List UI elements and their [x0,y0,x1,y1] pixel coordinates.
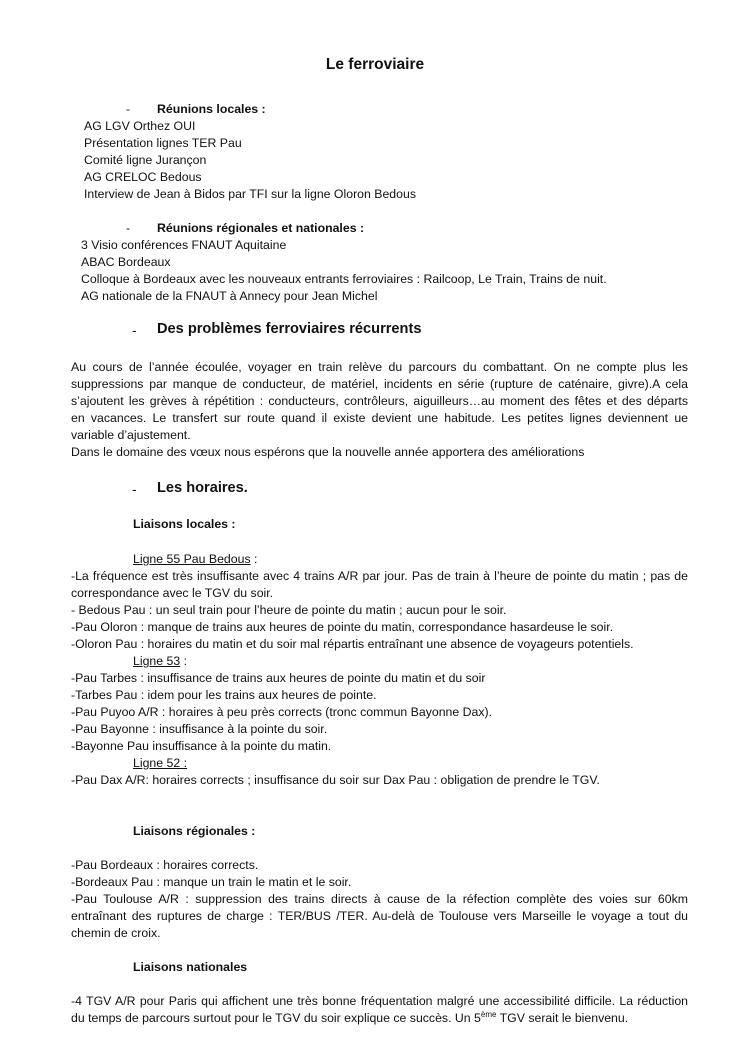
list-item: AG CRELOC Bedous [84,170,202,184]
paragraph-line: en vacances. Le transfert sur route quand il existe devient une habitude. Les petites lignes deviennent ue [71,411,688,425]
paragraph-line: Dans le domaine des vœux nous espérons que la nouvelle année apportera des améliorations [71,445,585,459]
text-line: -Pau Oloron : manque de trains aux heures de pointe du matin, correspondance hasardeuse le soir. [71,620,614,634]
bullet-dash: - [126,102,131,116]
text-segment: TGV serait le bienvenu. [496,1011,629,1025]
list-item: 3 Visio conférences FNAUT Aquitaine [81,238,287,252]
subheading-liaisons-nationales: Liaisons nationales [133,960,248,974]
text-line: -Pau Puyoo A/R : horaires à peu près corrects (tronc commun Bayonne Dax). [71,705,493,719]
ligne-53-title: Ligne 53 [133,654,181,668]
ligne-53-colon: : [180,654,188,668]
text-line: -La fréquence est très insuffisante avec 4 trains A/R par jour. Pas de train à l’heure de pointe du matin ; pas de [71,569,688,583]
text-line: -Pau Tarbes : insuffisance de trains aux heures de pointe du matin et du soir [71,671,486,685]
text-line: -Tarbes Pau : idem pour les trains aux heures de pointe. [71,688,377,702]
text-line: -Oloron Pau : horaires du matin et du soir mal répartis entraînant une absence de voyageurs potentiels. [71,637,634,651]
list-item: ABAC Bordeaux [81,255,171,269]
text-line: -4 TGV A/R pour Paris qui affichent une très bonne fréquentation malgré une accessibilité difficile. La réduction [71,994,688,1008]
list-item: Comité ligne Jurançon [84,153,207,167]
section-heading-problemes: Des problèmes ferroviaires récurrents [157,321,422,337]
section-heading-reunions-locales: Réunions locales : [157,102,266,116]
list-item: AG nationale de la FNAUT à Annecy pour Jean Michel [81,289,378,303]
text-line-tgv [71,1010,628,1027]
list-item: AG LGV Orthez OUI [84,119,196,133]
ligne-55-heading [133,551,257,568]
text-line: -Pau Bordeaux : horaires corrects. [71,858,259,872]
text-line: correspondance avec le TGV du soir. [71,586,274,600]
section-heading-horaires: Les horaires. [157,480,248,496]
text-line: - Bedous Pau : un seul train pour l’heure de pointe du matin ; aucun pour le soir. [71,603,507,617]
text-line: -Pau Bayonne : insuffisance à la pointe du soir. [71,722,328,736]
ligne-55-title: Ligne 55 Pau Bedous [133,552,251,566]
list-item: Interview de Jean à Bidos par TFI sur la ligne Oloron Bedous [84,187,416,201]
list-item: Présentation lignes TER Pau [84,136,242,150]
paragraph-line: suppressions par manque de conducteur, de matériel, incidents en série (rupture de caténaire, givre).A cela [71,377,688,391]
list-item: Colloque à Bordeaux avec les nouveaux entrants ferroviaires : Railcoop, Le Train, Trains de nuit. [81,272,607,286]
subheading-liaisons-regionales: Liaisons régionales : [133,824,256,838]
text-line: -Pau Dax A/R: horaires corrects ; insuffisance du soir sur Dax Pau : obligation de prendre le TGV. [71,773,600,787]
ligne-52-title: Ligne 52 : [133,756,188,770]
paragraph-line: Au cours de l’année écoulée, voyager en train relève du parcours du combattant. On ne compte plus les [71,360,688,374]
page-title: Le ferroviaire [325,56,425,73]
ligne-55-colon: : [250,552,258,566]
bullet-dash: - [132,481,137,497]
text-line: -Bayonne Pau insuffisance à la pointe du matin. [71,739,332,753]
text-line: entraînant des ruptures de charge : TER/BUS /TER. Au-delà de Toulouse vers Marseille le voyage a tout du [71,909,688,923]
text-segment: du temps de parcours surtout pour le TGV du soir explique ce succès. Un 5 [71,1011,481,1025]
paragraph-line: s’ajoutent les grèves à répétition : conducteurs, contrôleurs, aiguilleurs…au moment des fêtes et des départs [71,394,688,408]
ligne-53-heading [133,653,187,670]
text-line: -Pau Toulouse A/R : suppression des trains directs à cause de la réfection complète des voies sur 60km [71,892,688,906]
paragraph-line: variable d’ajustement. [71,428,191,442]
subheading-liaisons-locales: Liaisons locales : [133,517,236,531]
bullet-dash: - [132,322,137,338]
text-line: -Bordeaux Pau : manque un train le matin et le soir. [71,875,352,889]
text-line: chemin de croix. [71,926,161,940]
superscript: ème [480,1010,497,1019]
section-heading-reunions-regionales: Réunions régionales et nationales : [157,221,365,235]
bullet-dash: - [126,221,131,235]
